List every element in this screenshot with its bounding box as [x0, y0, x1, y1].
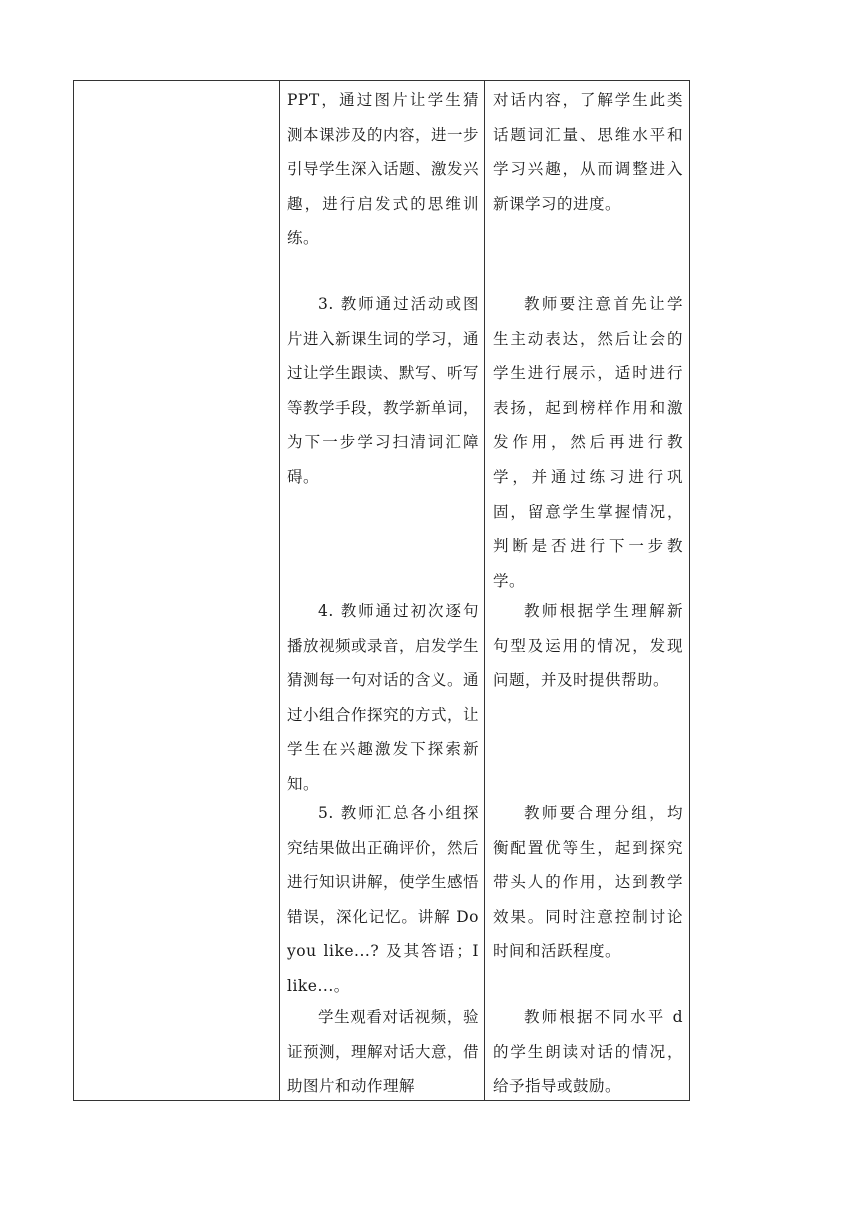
activity-text-4: 5. 教师汇总各小组探究结果做出正确评价，然后进行知识讲解，使学生感悟错误，深化记忆。讲解 Do you like...? 及其答语；I like...。 [287, 804, 480, 995]
activity-text-1: PPT，通过图片让学生猜测本课涉及的内容，进一步引导学生深入话题、激发兴趣，进行启发式的思维训练。 [287, 91, 480, 248]
activity-text-2: 3. 教师通过活动或图片进入新课生词的学习，通过让学生跟读、默写、听写等教学手段，教学新单词，为下一步学习扫清词汇障碍。 [287, 295, 480, 486]
intent-text-2: 教师要注意首先让学生主动表达，然后让会的学生进行展示，适时进行表扬，起到榜样作用和激发作用，然后再进行教学，并通过练习进行巩固，留意学生掌握情况，判断是否进行下一步教学。 [493, 295, 683, 590]
lesson-plan-table [73, 80, 690, 1101]
intent-text-3: 教师根据学生理解新句型及运用的情况，发现问题，并及时提供帮助。 [493, 602, 683, 690]
column-divider [484, 81, 485, 1100]
column-divider [279, 81, 280, 1100]
activity-text-5: 学生观看对话视频，验证预测，理解对话大意，借助图片和动作理解 [287, 1008, 480, 1096]
intent-text-5: 教师根据不同水平 d 的学生朗读对话的情况，给予指导或鼓励。 [493, 1008, 683, 1096]
activity-text-3: 4. 教师通过初次逐句播放视频或录音，启发学生猜测每一句对话的含义。通过小组合作探究的方式，让学生在兴趣激发下探索新知。 [287, 602, 480, 793]
intent-text-1: 对话内容，了解学生此类话题词汇量、思维水平和学习兴趣，从而调整进入新课学习的进度。 [493, 91, 683, 213]
intent-text-4: 教师要合理分组，均衡配置优等生，起到探究带头人的作用，达到教学效果。同时注意控制讨论时间和活跃程度。 [493, 804, 683, 961]
